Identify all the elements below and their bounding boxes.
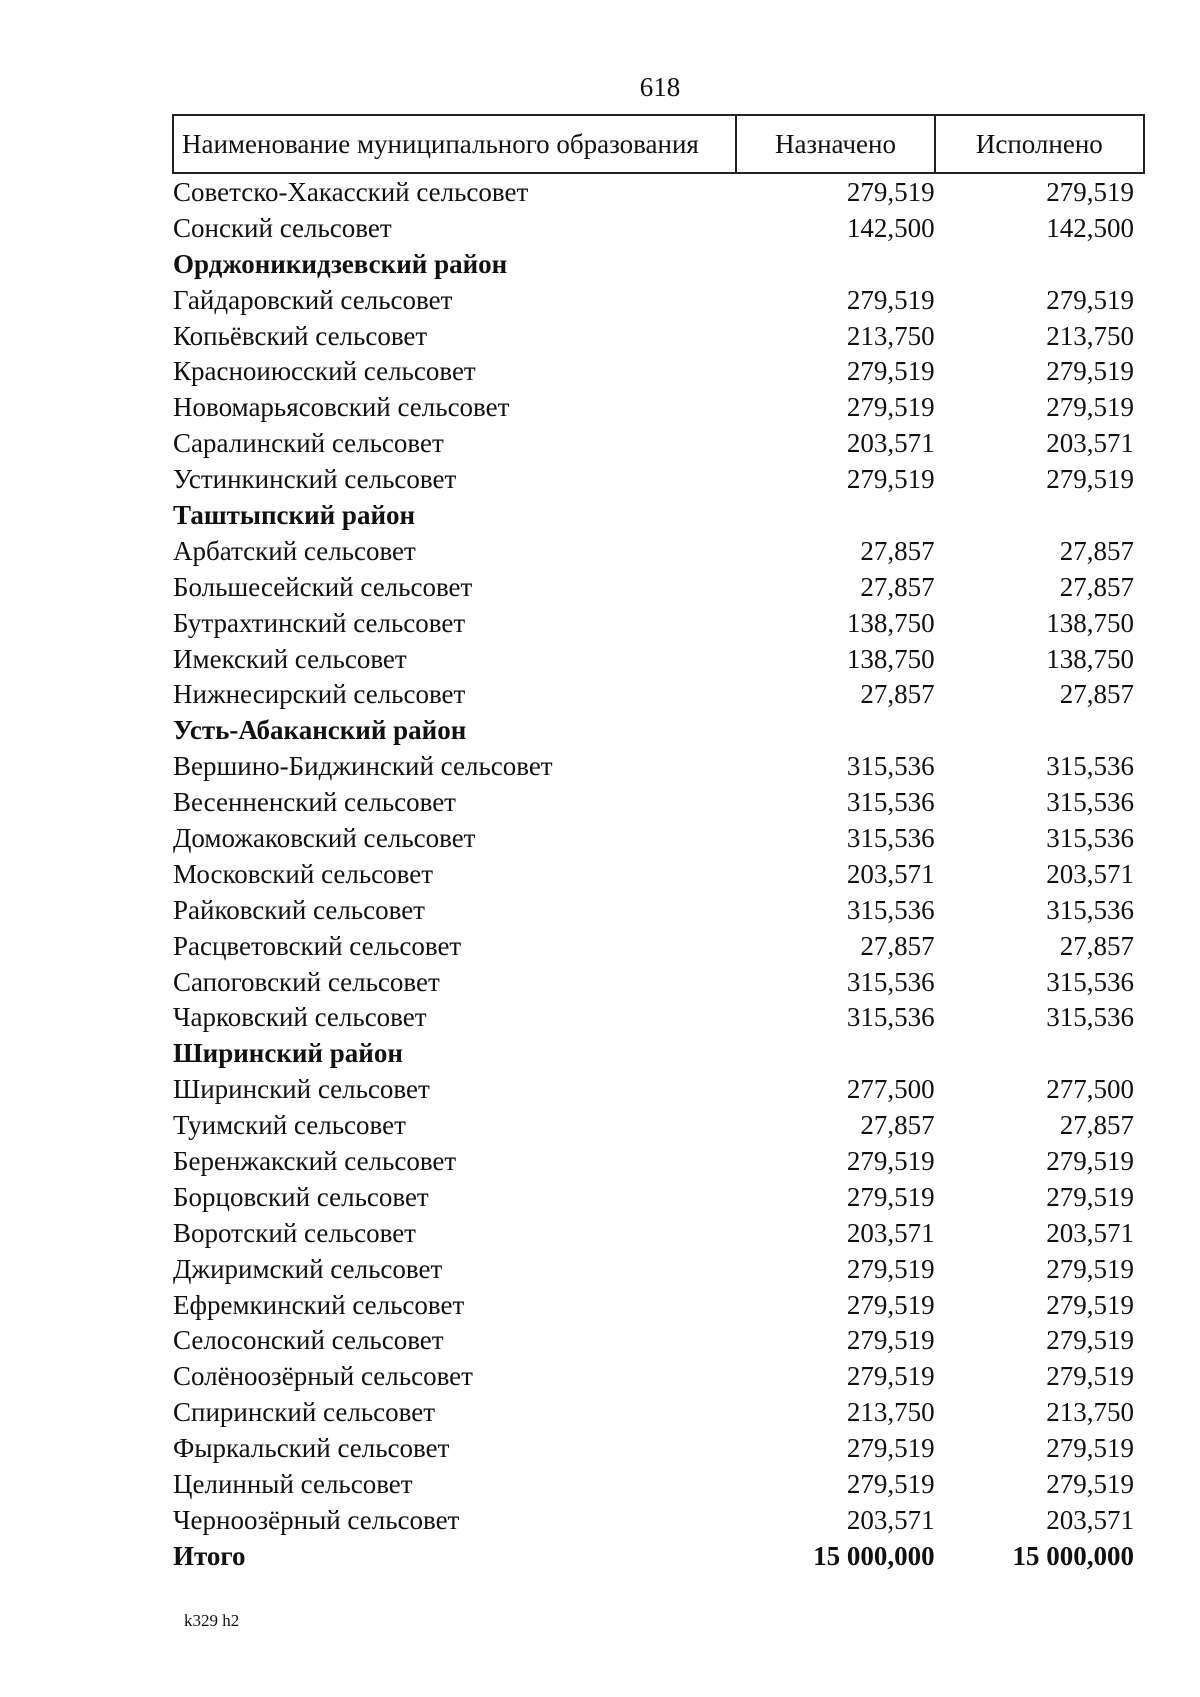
row-assigned: 203,571 (846, 1217, 935, 1248)
row-assigned: 315,536 (846, 822, 935, 853)
row-name: Арбатский сельсовет (173, 535, 416, 566)
row-name: Черноозёрный сельсовет (173, 1504, 460, 1535)
district-row (173, 1035, 1144, 1071)
row-name: Ширинский район (173, 1038, 403, 1069)
row-assigned: 279,519 (846, 1361, 935, 1392)
row-executed: 142,500 (1046, 212, 1134, 243)
row-executed: 279,519 (1046, 392, 1134, 423)
row-assigned: 315,536 (846, 894, 935, 925)
table-row (173, 892, 1144, 928)
header-executed: Исполнено (935, 115, 1144, 173)
row-assigned (736, 246, 934, 282)
table-row (173, 641, 1144, 677)
row-name: Орджоникидзевский район (173, 248, 508, 279)
row-executed: 315,536 (1046, 787, 1134, 818)
row-executed: 279,519 (1046, 1145, 1134, 1176)
table-row (173, 533, 1144, 569)
row-executed (935, 712, 1144, 748)
header-row (173, 115, 1144, 173)
district-row (173, 712, 1144, 748)
row-name: Беренжакский сельсовет (173, 1145, 457, 1176)
table-body (173, 173, 1144, 1574)
row-executed: 27,857 (1059, 1110, 1134, 1141)
table-row (173, 282, 1144, 318)
row-assigned: 315,536 (846, 1002, 935, 1033)
page-number: 618 (639, 72, 681, 102)
row-name: Новомарьясовский сельсовет (173, 392, 510, 423)
row-assigned: 279,519 (846, 1145, 935, 1176)
row-executed: 279,519 (1046, 356, 1134, 387)
table-row (173, 1287, 1144, 1323)
table-row (173, 605, 1144, 641)
row-executed: 279,519 (1046, 464, 1134, 495)
table-row (173, 928, 1144, 964)
row-executed: 27,857 (1059, 930, 1134, 961)
row-name: Гайдаровский сельсовет (173, 284, 453, 315)
row-name: Копьёвский сельсовет (173, 320, 428, 351)
table-row (173, 964, 1144, 1000)
row-name: Вершино-Биджинский сельсовет (173, 751, 553, 782)
table-row (173, 1215, 1144, 1251)
table-row (173, 1179, 1144, 1215)
header-assigned: Назначено (736, 115, 934, 173)
row-executed: 279,519 (1046, 1433, 1134, 1464)
row-assigned: 27,857 (860, 571, 935, 602)
row-assigned (736, 497, 934, 533)
row-assigned: 279,519 (846, 1253, 935, 1284)
row-name: Красноиюсский сельсовет (173, 356, 476, 387)
row-name: Целинный сельсовет (173, 1469, 413, 1499)
row-executed: 315,536 (1046, 751, 1134, 782)
row-assigned: 138,750 (846, 643, 935, 674)
row-name: Доможаковский сельсовет (173, 822, 476, 853)
row-assigned: 279,519 (846, 1325, 935, 1356)
row-name: Бутрахтинский сельсовет (173, 607, 466, 638)
total-executed: 15 000,000 (1012, 1540, 1134, 1571)
row-name: Имекский сельсовет (173, 643, 407, 674)
row-executed: 27,857 (1059, 535, 1134, 566)
table-row (173, 1251, 1144, 1287)
row-name: Сапоговский сельсовет (173, 966, 440, 997)
row-executed: 138,750 (1046, 607, 1134, 638)
table-row (173, 1323, 1144, 1359)
row-executed: 279,519 (1046, 1289, 1134, 1320)
row-name: Воротский сельсовет (173, 1217, 416, 1248)
table-row (173, 1430, 1144, 1466)
table-header (173, 115, 1144, 173)
row-assigned: 27,857 (860, 1110, 935, 1141)
table-row (173, 461, 1144, 497)
row-name: Фыркальский сельсовет (173, 1433, 450, 1464)
row-assigned: 279,519 (846, 176, 935, 207)
row-assigned: 315,536 (846, 966, 935, 997)
table-row (173, 1107, 1144, 1143)
row-executed: 203,571 (1046, 428, 1134, 459)
table-row (173, 1466, 1144, 1502)
row-assigned: 142,500 (846, 212, 935, 243)
row-executed: 279,519 (1046, 1325, 1134, 1356)
table-row (173, 820, 1144, 856)
row-executed: 203,571 (1046, 1504, 1134, 1535)
row-executed: 315,536 (1046, 1002, 1134, 1033)
row-assigned: 203,571 (846, 1504, 935, 1535)
row-executed: 279,519 (1046, 1469, 1134, 1499)
row-executed: 279,519 (1046, 176, 1134, 207)
table-row (173, 1358, 1144, 1394)
row-name: Нижнесирский сельсовет (173, 679, 466, 710)
row-name: Устинкинский сельсовет (173, 464, 457, 495)
row-assigned: 279,519 (846, 1181, 935, 1212)
table-row (173, 353, 1144, 389)
row-executed (935, 246, 1144, 282)
row-assigned: 279,519 (846, 284, 935, 315)
total-assigned: 15 000,000 (813, 1540, 935, 1571)
row-name: Большесейский сельсовет (173, 571, 473, 602)
row-executed: 203,571 (1046, 1217, 1134, 1248)
row-assigned: 27,857 (860, 535, 935, 566)
row-assigned: 27,857 (860, 679, 935, 710)
row-assigned: 203,571 (846, 428, 935, 459)
row-name: Селосонский сельсовет (173, 1325, 444, 1356)
budget-table (172, 114, 1145, 1574)
table-row (173, 1143, 1144, 1179)
table-row (173, 1502, 1144, 1538)
table-row (173, 676, 1144, 712)
row-assigned: 315,536 (846, 787, 935, 818)
row-executed: 279,519 (1046, 1253, 1134, 1284)
row-executed: 279,519 (1046, 1181, 1134, 1212)
row-assigned (736, 1035, 934, 1071)
row-assigned: 138,750 (846, 607, 935, 638)
row-name: Расцветовский сельсовет (173, 930, 462, 961)
row-executed (935, 497, 1144, 533)
row-executed: 279,519 (1046, 284, 1134, 315)
row-assigned: 213,750 (846, 320, 935, 351)
table-row (173, 210, 1144, 246)
row-executed: 315,536 (1046, 894, 1134, 925)
header-name: Наименование муниципального образования (173, 115, 736, 173)
table-row (173, 748, 1144, 784)
table-row (173, 173, 1144, 210)
district-row (173, 497, 1144, 533)
row-assigned: 277,500 (846, 1074, 935, 1105)
row-name: Саралинский сельсовет (173, 428, 444, 459)
row-assigned: 315,536 (846, 751, 935, 782)
row-executed: 315,536 (1046, 966, 1134, 997)
footer-code: k329 h2 (184, 1611, 240, 1630)
table-row (173, 1071, 1144, 1107)
row-name: Ефремкинский сельсовет (173, 1289, 465, 1320)
row-assigned: 27,857 (860, 930, 935, 961)
row-name: Усть-Абаканский район (173, 715, 467, 746)
row-executed: 203,571 (1046, 858, 1134, 889)
row-name: Чарковский сельсовет (173, 1002, 427, 1033)
row-name: Туимский сельсовет (173, 1110, 406, 1141)
row-executed: 315,536 (1046, 822, 1134, 853)
table-row (173, 856, 1144, 892)
row-name: Солёноозёрный сельсовет (173, 1361, 473, 1392)
row-assigned: 213,750 (846, 1397, 935, 1428)
row-assigned: 279,519 (846, 392, 935, 423)
row-executed: 213,750 (1046, 1397, 1134, 1428)
table-row (173, 784, 1144, 820)
row-name: Таштыпский район (173, 499, 416, 530)
row-assigned: 279,519 (846, 1469, 935, 1499)
table-row (173, 569, 1144, 605)
row-assigned (736, 712, 934, 748)
row-executed: 279,519 (1046, 1361, 1134, 1392)
row-executed (935, 1035, 1144, 1071)
row-name: Райковский сельсовет (173, 894, 425, 925)
row-assigned: 279,519 (846, 1289, 935, 1320)
row-assigned: 203,571 (846, 858, 935, 889)
row-name: Ширинский сельсовет (173, 1074, 430, 1105)
row-executed: 213,750 (1046, 320, 1134, 351)
row-assigned: 279,519 (846, 464, 935, 495)
row-name: Советско-Хакасский сельсовет (173, 176, 529, 207)
total-label: Итого (173, 1540, 246, 1571)
row-name: Борцовский сельсовет (173, 1181, 429, 1212)
table-row (173, 389, 1144, 425)
row-name: Московский сельсовет (173, 858, 434, 889)
row-assigned: 279,519 (846, 1433, 935, 1464)
table-row (173, 318, 1144, 354)
row-executed: 27,857 (1059, 571, 1134, 602)
row-assigned: 279,519 (846, 356, 935, 387)
table-row (173, 1394, 1144, 1430)
total-row (173, 1538, 1144, 1574)
row-executed: 277,500 (1046, 1074, 1134, 1105)
table-row (173, 425, 1144, 461)
table-row (173, 999, 1144, 1035)
row-name: Спиринский сельсовет (173, 1397, 435, 1428)
district-row (173, 246, 1144, 282)
row-name: Сонский сельсовет (173, 212, 392, 243)
row-name: Джиримский сельсовет (173, 1253, 443, 1284)
row-name: Весенненский сельсовет (173, 787, 456, 818)
row-executed: 27,857 (1059, 679, 1134, 710)
row-executed: 138,750 (1046, 643, 1134, 674)
